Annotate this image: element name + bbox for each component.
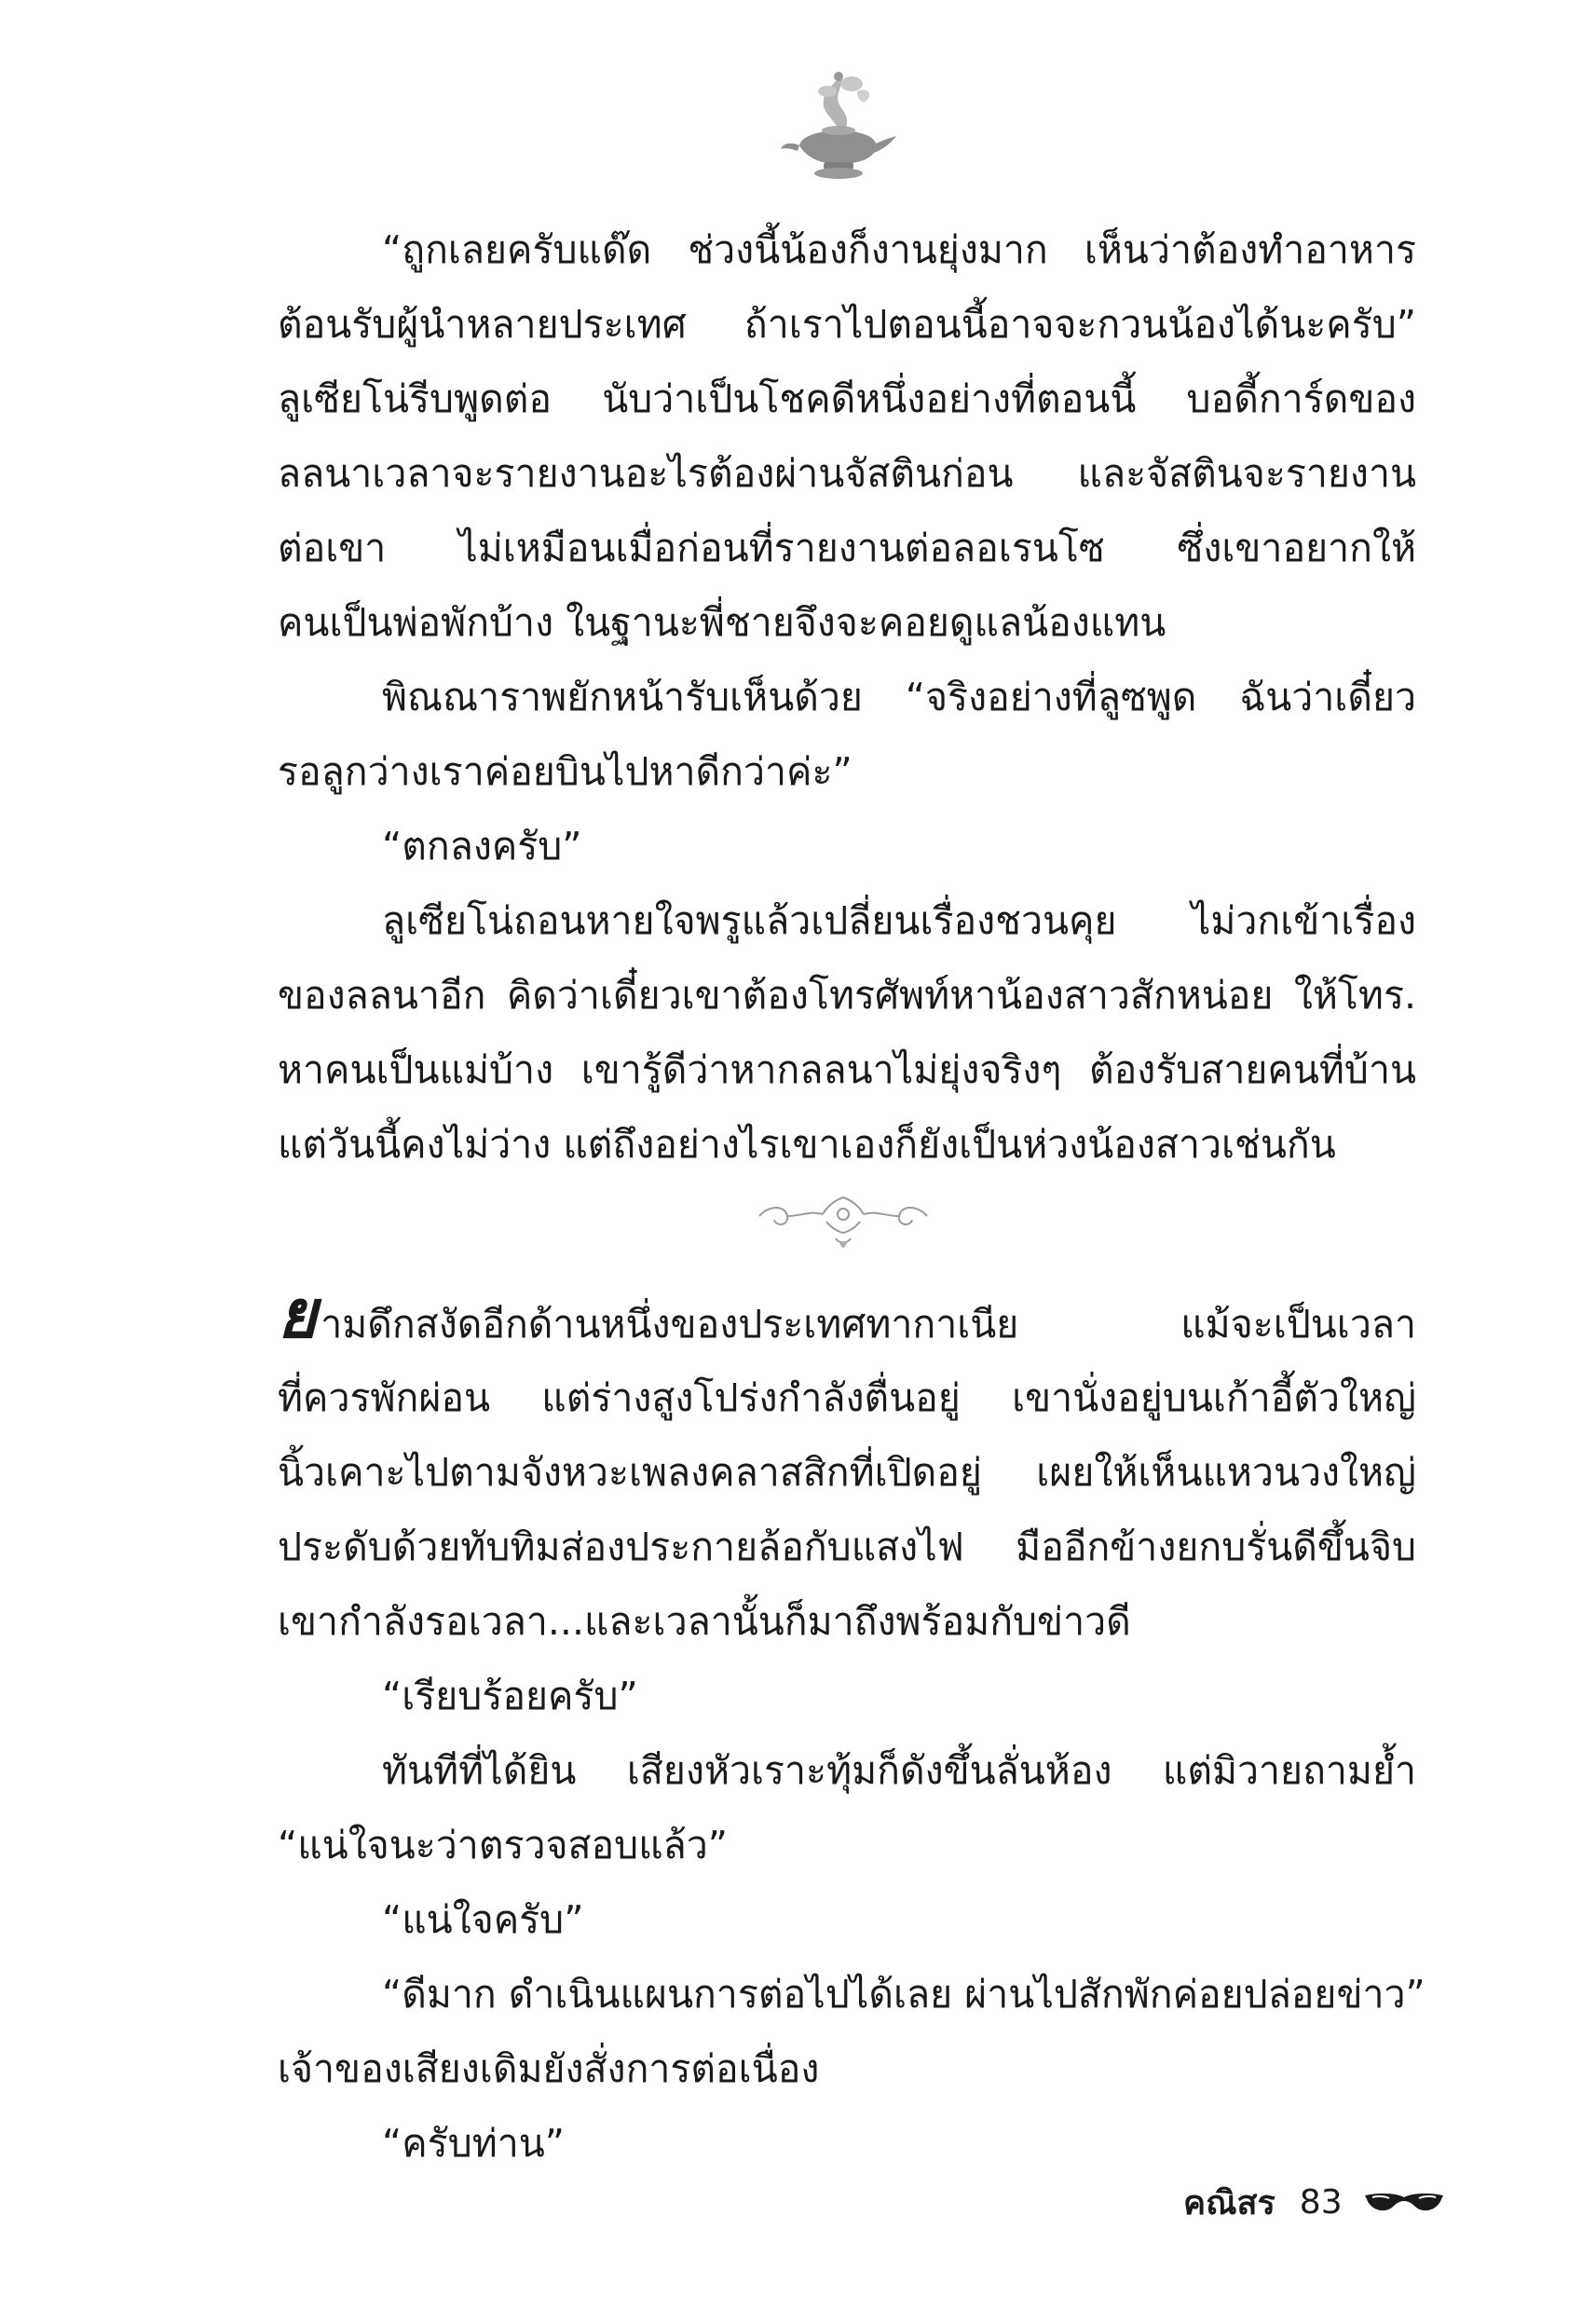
text-block-2-line: ที่ควรพักผ่อน แต่ร่างสูงโปร่งกำลังตื่นอยู่ เขานั่งอยู่บนเก้าอี้ตัวใหญ่ — [278, 1375, 1416, 1420]
text-block-2-line: ทันทีที่ได้ยิน เสียงหัวเราะทุ้มก็ดังขึ้นลั่นห้อง แต่มิวายถามย้ำ — [382, 1748, 1416, 1793]
text-block-2 — [278, 1274, 1425, 2181]
dropcap-line-text: ามดึกสงัดอีกด้านหนึ่งของประเทศทากาเนีย แม้จะเป็นเวลา — [321, 1302, 1416, 1347]
text-block-1-line: ต่อเขา ไม่เหมือนเมื่อก่อนที่รายงานต่อลอเรนโซ ซึ่งเขาอยากให้ — [278, 526, 1416, 570]
dropcap-letter: ย — [278, 1274, 318, 1353]
text-block-2-line: เขากำลังรอเวลา...และเวลานั้นก็มาถึงพร้อมกับข่าวดี — [278, 1599, 1131, 1644]
text-block-1-line: แต่วันนี้คงไม่ว่าง แต่ถึงอย่างไรเขาเองก็ยังเป็นห่วงน้องสาวเช่นกัน — [278, 1122, 1336, 1167]
text-block-2-line: “แน่ใจครับ” — [382, 1897, 584, 1942]
text-block-1-line: คนเป็นพ่อพักบ้าง ในฐานะพี่ชายจึงจะคอยดูแลน้องแทน — [278, 600, 1166, 645]
sunglasses-icon — [1361, 2186, 1447, 2218]
text-block-1-line: ต้อนรับผู้นำหลายประเทศ ถ้าเราไปตอนนี้อาจจะกวนน้องได้นะครับ” — [278, 302, 1416, 347]
text-block-2-line: เจ้าของเสียงเดิมยังสั่งการต่อเนื่อง — [278, 2046, 820, 2091]
text-block-1-line: “ถูกเลยครับแด๊ด ช่วงนี้น้องก็งานยุ่งมาก เห็นว่าต้องทำอาหาร — [382, 227, 1416, 272]
text-block-2-line: “ดีมาก ดำเนินแผนการต่อไปได้เลย ผ่านไปสักพักค่อยปล่อยข่าว” — [382, 1972, 1425, 2017]
text-block-2-line: “เรียบร้อยครับ” — [382, 1674, 638, 1718]
text-block-2-line: “แน่ใจนะว่าตรวจสอบแล้ว” — [278, 1823, 729, 1867]
text-block-1-line: “ตกลงครับ” — [382, 824, 582, 868]
text-block-1-line: หาคนเป็นแม่บ้าง เขารู้ดีว่าหากลลนาไม่ยุ่งจริงๆ ต้องรับสายคนที่บ้าน — [278, 1047, 1416, 1092]
text-block-1-line: รอลูกว่างเราค่อยบินไปหาดีกว่าค่ะ” — [278, 749, 853, 794]
text-block-1-line: ลูเซียโน่รีบพูดต่อ นับว่าเป็นโชคดีหนึ่งอย่างที่ตอนนี้ บอดี้การ์ดของ — [278, 376, 1416, 421]
scroll-ornament-icon — [750, 1188, 936, 1253]
text-block-2-line: นิ้วเคาะไปตามจังหวะเพลงคลาสสิกที่เปิดอยู่ เผยให้เห็นแหวนวงใหญ่ — [278, 1450, 1416, 1495]
lamp-with-fairy-icon — [773, 63, 904, 185]
text-block-1-line: พิณณาราพยักหน้ารับเห็นด้วย “จริงอย่างที่ลูซพูด ฉันว่าเดี๋ยว — [382, 675, 1416, 719]
dropcap-line — [278, 1274, 1416, 1361]
text-block-1 — [278, 212, 1416, 1182]
page-footer — [1183, 2179, 1491, 2225]
text-block-1-line: ของลลนาอีก คิดว่าเดี๋ยวเขาต้องโทรศัพท์หาน้องสาวสักหน่อย ให้โทร. — [278, 973, 1416, 1018]
text-block-2-line: ประดับด้วยทับทิมส่องประกายล้อกับแสงไฟ มืออีกข้างยกบรั่นดีขึ้นจิบ — [278, 1525, 1416, 1569]
footer-author: คณิสร — [1183, 2183, 1275, 2222]
page-number: 83 — [1299, 2182, 1343, 2222]
text-block-1-line: ลูเซียโน่ถอนหายใจพรูแล้วเปลี่ยนเรื่องชวนคุย ไม่วกเข้าเรื่อง — [382, 898, 1416, 943]
text-block-2-line: “ครับท่าน” — [382, 2121, 566, 2166]
text-block-1-line: ลลนาเวลาจะรายงานอะไรต้องผ่านจัสตินก่อน และจัสตินจะรายงาน — [278, 451, 1416, 496]
